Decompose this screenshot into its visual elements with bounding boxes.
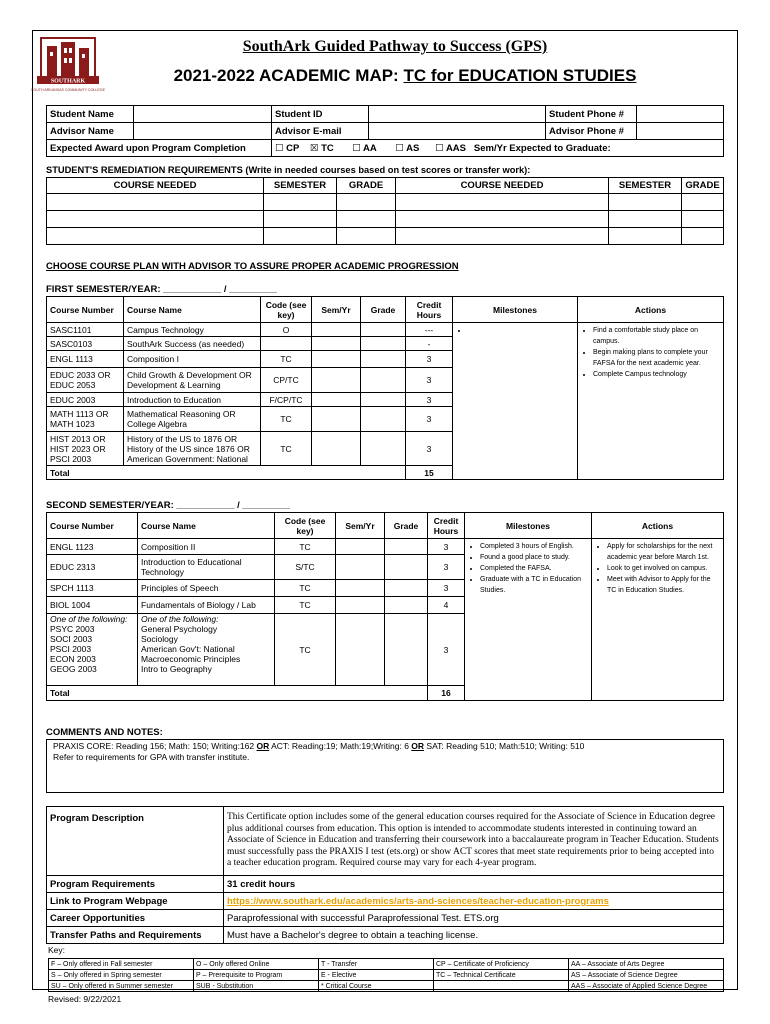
ss-name: Principles of Speech [138,580,275,597]
key-cell: AS – Associate of Science Degree [569,970,724,981]
key-label: Key: [48,945,66,955]
first-semester-table [46,296,724,480]
rem-cell[interactable] [682,228,724,245]
expected-award-label: Expected Award upon Program Completion [47,140,272,157]
ss-col-code: Code (see key) [275,513,336,539]
remediation-table [46,177,724,245]
fs-credit: --- [406,323,453,337]
ss-choice-name: Sociology [141,634,178,644]
fs-number: EDUC 2003 [47,393,124,407]
fs-code: TC [261,432,312,466]
student-info-table [46,105,724,157]
program-webpage-label: Link to Program Webpage [47,893,224,910]
ss-grade[interactable] [385,614,428,686]
rem-cell[interactable] [682,194,724,211]
rem-cell[interactable] [47,194,264,211]
ss-semyr[interactable] [336,555,385,580]
ss-name: Composition II [138,539,275,555]
fs-col-number: Course Number [47,297,124,323]
fs-col-code: Code (see key) [261,297,312,323]
rem-col-grade-2: GRADE [682,178,724,194]
program-description-text: This Certificate option includes some of the general education courses required for the Associate of Science in Education degree plus additional courses from education. This option is intended to accommodate students interested in continuing toward an Associate of Science in Education and transferring their coursework into a baccalaureate program in Teacher Education. Students must successfully pass the PRAXIS I test (ets.org) or show ACT scores that meet state requirements prior to being accepted into a teacher education program. Required course may vary for each 4-year program. [224,807,724,876]
fs-total-credit: 15 [406,466,453,480]
college-title: SouthArk Guided Pathway to Success (GPS) [242,38,548,55]
ss-semyr[interactable] [336,580,385,597]
ss-semyr[interactable] [336,597,385,614]
fs-credit: 3 [406,393,453,407]
transfer-label: Transfer Paths and Requirements [47,927,224,944]
ss-number: ENGL 1123 [47,539,138,555]
fs-name: Child Growth & Development OR Development & Learning [124,368,261,393]
ss-choice-name: Intro to Geography [141,664,212,674]
ss-milestones [465,539,592,701]
graduate-label: Sem/Yr Expected to Graduate: [473,142,611,154]
career-value: Paraprofessional with successful Paraprofessional Test. ETS.org [224,910,724,927]
award-options [272,140,724,157]
ss-grade[interactable] [385,580,428,597]
comments-line-1: PRAXIS CORE: Reading 156; Math: 150; Writing:162 OR ACT: Reading:19; Math:19;Writing: 6 OR SAT: Reading 510; Math:510; Writing: 510 [53,741,585,751]
fs-milestone-item [468,325,574,336]
program-webpage-cell [224,893,724,910]
rem-cell[interactable] [396,211,609,228]
fs-credit: 3 [406,351,453,368]
student-name-label: Student Name [47,106,134,123]
key-cell: T - Transfer [319,959,434,970]
fs-credit: 3 [406,432,453,466]
fs-semyr[interactable] [312,393,361,407]
rem-cell[interactable] [609,194,682,211]
key-cell: CP – Certificate of Proficiency [434,959,569,970]
ss-milestone-item: • Completed 3 hours of English. [480,541,588,552]
fs-code: F/CP/TC [261,393,312,407]
key-cell: O – Only offered Online [194,959,319,970]
program-webpage-link[interactable]: https://www.southark.edu/academics/arts-and-sciences/teacher-education-programs [227,895,609,907]
fs-semyr[interactable] [312,337,361,351]
comments-box[interactable] [46,739,724,793]
ss-name: Introduction to Educational Technology [138,555,275,580]
award-tc-checkbox[interactable]: ☒ TC [309,142,334,154]
ss-col-actions: Actions [592,513,724,539]
rem-cell[interactable] [264,194,337,211]
map-title-prefix: 2021-2022 ACADEMIC MAP: [173,66,404,85]
fs-grade[interactable] [361,432,406,466]
fs-code [261,337,312,351]
ss-number: SPCH 1113 [47,580,138,597]
ss-action-item: • Look to get involved on campus. [607,563,720,574]
fs-name: Mathematical Reasoning OR College Algebra [124,407,261,432]
ss-col-milestones: Milestones [465,513,592,539]
advisor-email-field[interactable] [369,123,546,140]
fs-code: TC [261,351,312,368]
key-table [48,958,724,992]
rem-col-course-2: COURSE NEEDED [396,178,609,194]
fs-col-semyr: Sem/Yr [312,297,361,323]
ss-choice-number: GEOG 2003 [50,664,97,674]
map-title-program: TC for EDUCATION STUDIES [403,66,637,85]
rem-cell[interactable] [337,194,396,211]
fs-number: SASC1101 [47,323,124,337]
key-cell: P – Prerequisite to Program [194,970,319,981]
award-as-checkbox[interactable]: ☐ AS [395,142,420,154]
ss-number: BIOL 1004 [47,597,138,614]
fs-code: O [261,323,312,337]
ss-choice-number: SOCI 2003 [50,634,93,644]
fs-grade[interactable] [361,407,406,432]
fs-total-label: Total [47,466,406,480]
fs-action-item: • Complete Campus technology [593,369,720,380]
map-title [0,66,770,86]
fs-credit: 3 [406,407,453,432]
key-cell [434,981,569,992]
ss-choice-intro: One of the following: [50,614,128,624]
fs-grade[interactable] [361,337,406,351]
award-aas-checkbox[interactable]: ☐ AAS [435,142,466,154]
ss-col-semyr: Sem/Yr [336,513,385,539]
fs-semyr[interactable] [312,323,361,337]
fs-grade[interactable] [361,351,406,368]
ss-action-item: • Meet with Advisor to Apply for the TC in Education Studies. [607,574,720,596]
ss-milestone-item: • Found a good place to study. [480,552,588,563]
rem-col-course: COURSE NEEDED [47,178,264,194]
key-cell: SU – Only offered in Summer semester [49,981,194,992]
ss-choice-name-intro: One of the following: [141,614,219,624]
ss-grade[interactable] [385,539,428,555]
ss-col-number: Course Number [47,513,138,539]
ss-choice-number: PSYC 2003 [50,624,95,634]
key-cell: AAS – Associate of Applied Science Degree [569,981,724,992]
program-requirements-value: 31 credit hours [224,876,724,893]
ss-choice-name: Macroeconomic Principles [141,654,241,664]
award-cp-checkbox[interactable]: ☐ CP [275,142,300,154]
rem-cell[interactable] [396,228,609,245]
comments-line-2: Refer to requirements for GPA with transfer institute. [53,752,250,762]
fs-credit: 3 [406,368,453,393]
fs-number: HIST 2013 OR HIST 2023 OR PSCI 2003 [47,432,124,466]
student-id-label: Student ID [272,106,369,123]
key-cell: E - Elective [319,970,434,981]
award-aa-checkbox[interactable]: ☐ AA [352,142,377,154]
student-name-field[interactable] [134,106,272,123]
revised-date: Revised: 9/22/2021 [48,994,122,1004]
comments-heading: COMMENTS AND NOTES: [46,727,163,738]
fs-name: Introduction to Education [124,393,261,407]
advisor-phone-field[interactable] [637,123,724,140]
ss-number: EDUC 2313 [47,555,138,580]
fs-code: CP/TC [261,368,312,393]
fs-code: TC [261,407,312,432]
fs-semyr[interactable] [312,368,361,393]
rem-cell[interactable] [47,228,264,245]
remediation-heading: STUDENT'S REMEDIATION REQUIREMENTS (Write in needed courses based on test scores or transfer work): [46,165,531,175]
first-semester-heading: FIRST SEMESTER/YEAR: ___________ / _________ [46,284,277,295]
second-semester-table [46,512,724,701]
transfer-value: Must have a Bachelor's degree to obtain a teaching license. [224,927,724,944]
ss-grade[interactable] [385,555,428,580]
fs-number: ENGL 1113 [47,351,124,368]
key-cell: F – Only offered in Fall semester [49,959,194,970]
ss-code: TC [275,597,336,614]
fs-number: EDUC 2033 OR EDUC 2053 [47,368,124,393]
ss-code: TC [275,614,336,686]
ss-col-name: Course Name [138,513,275,539]
rem-cell[interactable] [47,211,264,228]
program-requirements-label: Program Requirements [47,876,224,893]
fs-action-item: • Find a comfortable study place on campus. [593,325,720,347]
ss-credit: 3 [428,580,465,597]
fs-semyr[interactable] [312,351,361,368]
ss-milestone-item: • Completed the FAFSA. [480,563,588,574]
fs-grade[interactable] [361,368,406,393]
rem-cell[interactable] [609,228,682,245]
fs-action-item: • Begin making plans to complete your FAFSA for the next academic year. [593,347,720,369]
ss-credit: 3 [428,539,465,555]
fs-name: History of the US to 1876 OR History of the US since 1876 OR American Government: National [124,432,261,466]
second-semester-heading: SECOND SEMESTER/YEAR: ___________ / _________ [46,500,290,511]
fs-col-grade: Grade [361,297,406,323]
program-table [46,806,724,944]
fs-actions [578,323,724,480]
ss-total-label: Total [47,686,428,701]
fs-semyr[interactable] [312,407,361,432]
fs-credit: - [406,337,453,351]
key-cell: AA – Associate of Arts Degree [569,959,724,970]
key-cell: SUB - Substitution [194,981,319,992]
ss-choice-number: ECON 2003 [50,654,96,664]
ss-col-grade: Grade [385,513,428,539]
fs-col-actions: Actions [578,297,724,323]
ss-code: TC [275,539,336,555]
rem-cell[interactable] [337,211,396,228]
rem-col-semester-2: SEMESTER [609,178,682,194]
student-phone-label: Student Phone # [546,106,637,123]
ss-col-credit: Credit Hours [428,513,465,539]
ss-choice-numbers [47,614,138,686]
rem-cell[interactable] [396,194,609,211]
ss-total-credit: 16 [428,686,465,701]
ss-code: TC [275,580,336,597]
fs-col-milestones: Milestones [453,297,578,323]
ss-choice-name: American Gov't: National [141,644,235,654]
key-cell: * Critical Course [319,981,434,992]
key-cell: S – Only offered in Spring semester [49,970,194,981]
student-phone-field[interactable] [637,106,724,123]
ss-semyr[interactable] [336,614,385,686]
advisor-phone-label: Advisor Phone # [546,123,637,140]
logo-subtext: SOUTH ARKANSAS COMMUNITY COLLEGE [30,88,106,92]
fs-milestones [453,323,578,480]
rem-col-grade: GRADE [337,178,396,194]
plan-heading: CHOOSE COURSE PLAN WITH ADVISOR TO ASSURE PROPER ACADEMIC PROGRESSION [46,261,459,272]
fs-name: Composition I [124,351,261,368]
ss-action-item: • Apply for scholarships for the next academic year before March 1st. [607,541,720,563]
ss-choice-name: General Psychology [141,624,218,634]
rem-cell[interactable] [264,211,337,228]
student-id-field[interactable] [369,106,546,123]
ss-name: Fundamentals of Biology / Lab [138,597,275,614]
key-cell: TC – Technical Certificate [434,970,569,981]
advisor-name-field[interactable] [134,123,272,140]
ss-credit: 3 [428,555,465,580]
fs-col-credit: Credit Hours [406,297,453,323]
fs-number: MATH 1113 OR MATH 1023 [47,407,124,432]
fs-col-name: Course Name [124,297,261,323]
logo-text: SOUTHARK [50,78,86,85]
rem-cell[interactable] [337,228,396,245]
ss-actions [592,539,724,701]
rem-col-semester: SEMESTER [264,178,337,194]
program-description-label: Program Description [47,807,224,876]
ss-choice-names [138,614,275,686]
fs-grade[interactable] [361,393,406,407]
rem-cell[interactable] [609,211,682,228]
career-label: Career Opportunities [47,910,224,927]
fs-grade[interactable] [361,323,406,337]
fs-name: Campus Technology [124,323,261,337]
ss-semyr[interactable] [336,539,385,555]
fs-name: SouthArk Success (as needed) [124,337,261,351]
rem-cell[interactable] [264,228,337,245]
ss-credit: 3 [428,614,465,686]
ss-code: S/TC [275,555,336,580]
ss-milestone-item: • Graduate with a TC in Education Studies. [480,574,588,596]
advisor-name-label: Advisor Name [47,123,134,140]
ss-credit: 4 [428,597,465,614]
fs-semyr[interactable] [312,432,361,466]
rem-cell[interactable] [682,211,724,228]
advisor-email-label: Advisor E-mail [272,123,369,140]
ss-choice-number: PSCI 2003 [50,644,92,654]
ss-grade[interactable] [385,597,428,614]
fs-number: SASC0103 [47,337,124,351]
